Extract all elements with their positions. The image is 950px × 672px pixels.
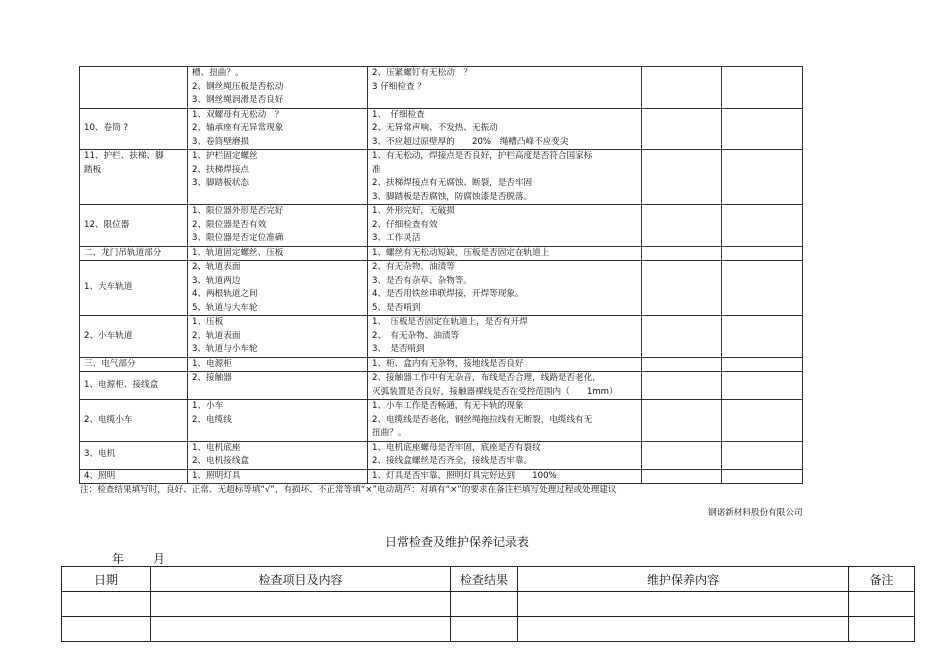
result-cell-line: 准 bbox=[372, 164, 381, 175]
result-mark-cell[interactable] bbox=[642, 67, 722, 109]
content-cell-line: 1、电机底座 bbox=[192, 442, 241, 453]
content-cell bbox=[188, 469, 368, 484]
content-cell-line: 3、轨道两边 bbox=[192, 275, 241, 286]
result-cell bbox=[368, 316, 642, 358]
result-cell bbox=[368, 400, 642, 442]
result-cell-line: 2、无异常声响、不发热、无振动 bbox=[372, 123, 498, 133]
result-cell-line: 2、接线盒螺丝是否齐全，接线是否牢靠。 bbox=[372, 456, 533, 466]
result-cell bbox=[368, 372, 642, 400]
header-date: 日期 bbox=[62, 567, 151, 592]
table-row bbox=[80, 469, 803, 484]
content-cell-line: 1、双螺母有无松动 ？ bbox=[192, 109, 284, 120]
footnote: 注：检查结果填写时，良好、正常、无超标等填“√”，有损坏、不正常等填“×”电动葫芦：对填有“×”的要求在备注栏填写处理过程或处理建议 bbox=[80, 485, 617, 495]
item-label: 3、电机 bbox=[84, 449, 116, 460]
content-cell bbox=[188, 150, 368, 205]
item-cell bbox=[80, 357, 188, 372]
content-cell-line: 1、照明灯具 bbox=[192, 470, 241, 481]
result-mark-cell[interactable] bbox=[642, 246, 722, 261]
content-cell-line: 4、两根轨道之间 bbox=[192, 289, 258, 299]
item-cell bbox=[80, 150, 188, 205]
record-cell[interactable] bbox=[62, 617, 151, 642]
remark-cell[interactable] bbox=[722, 205, 803, 247]
item-cell bbox=[80, 316, 188, 358]
item-line: 11、护栏、扶梯、脚 bbox=[84, 151, 164, 161]
content-cell-line: 槽、扭曲？。 bbox=[192, 68, 244, 78]
table-row bbox=[80, 108, 803, 150]
content-cell-line: 3、卷筒壁磨损 bbox=[192, 136, 250, 147]
record-table bbox=[61, 566, 915, 642]
content-cell-line: 2、轨道表面 bbox=[192, 262, 241, 272]
result-cell-line bbox=[372, 94, 641, 108]
result-cell bbox=[368, 357, 642, 372]
section-row bbox=[80, 246, 803, 261]
item-label: 10、卷筒 ? bbox=[84, 123, 129, 133]
result-mark-cell[interactable] bbox=[642, 205, 722, 247]
record-cell[interactable] bbox=[451, 592, 518, 617]
content-cell-line: 1、轨道固定螺丝、压板 bbox=[192, 247, 284, 258]
result-mark-cell[interactable] bbox=[642, 357, 722, 372]
result-cell-line: 2、接触器工作中有无杂音，布线是否合理，线路是否老化， bbox=[372, 373, 601, 383]
content-cell bbox=[188, 246, 368, 261]
remark-cell[interactable] bbox=[722, 108, 803, 150]
content-cell-line: 1、小车 bbox=[192, 401, 224, 411]
result-cell-line: 2、扶梯焊接点有无腐蚀、断裂，是否牢固 bbox=[372, 178, 533, 188]
remark-cell[interactable] bbox=[722, 67, 803, 109]
result-cell-line: 2、有无杂物、油渍等 bbox=[372, 262, 455, 272]
remark-cell[interactable] bbox=[722, 261, 803, 316]
item-label: 二、龙门吊轨道部分 bbox=[84, 247, 162, 258]
record-cell[interactable] bbox=[849, 592, 915, 617]
content-cell-line: 1、限位器外形是否完好 bbox=[192, 206, 284, 216]
item-label: 三、电气部分 bbox=[84, 358, 136, 369]
month-label: 月 bbox=[153, 552, 166, 566]
table-row bbox=[80, 372, 803, 400]
result-cell-line: 1、灯具是否牢靠，照明灯具完好达到 100% bbox=[372, 470, 557, 481]
item-cell bbox=[80, 246, 188, 261]
record-header-row bbox=[62, 567, 915, 592]
result-cell-line: 3、脚踏板是否腐蚀，防腐蚀漆是否脱落。 bbox=[372, 191, 533, 202]
content-cell bbox=[188, 205, 368, 247]
table-row bbox=[80, 150, 803, 205]
result-cell-line: 3、不应超过原壁厚的 20% 绳槽凸峰不应变尖 bbox=[372, 136, 569, 147]
item-label: 2、小车轨道 bbox=[84, 330, 133, 341]
content-cell-line bbox=[192, 191, 367, 205]
table-row bbox=[80, 205, 803, 247]
remark-cell[interactable] bbox=[722, 441, 803, 469]
record-cell[interactable] bbox=[62, 592, 151, 617]
result-cell-line: 2、压紧螺钉有无松动 ？ bbox=[372, 68, 472, 78]
content-cell bbox=[188, 67, 368, 109]
item-cell bbox=[80, 261, 188, 316]
result-cell-line: 2、 有无杂物、油渍等 bbox=[372, 330, 460, 341]
header-items: 检查项目及内容 bbox=[151, 567, 451, 592]
item-cell bbox=[80, 67, 188, 109]
result-cell-line: 2、电缆线是否老化，钢丝绳拖拉线有无断裂，电缆线有无 bbox=[372, 414, 593, 425]
content-cell-line: 5、轨道与大车轮 bbox=[192, 302, 258, 313]
remark-cell[interactable] bbox=[722, 150, 803, 205]
content-cell-line: 3、钢丝绳润滑是否良好 bbox=[192, 95, 284, 105]
result-cell-line: 1、螺丝有无松动短缺，压板是否固定在轨道上 bbox=[372, 247, 550, 258]
table-row bbox=[80, 316, 803, 358]
content-cell bbox=[188, 441, 368, 469]
record-cell[interactable] bbox=[518, 592, 849, 617]
result-cell-line: 4、是否用铁丝串联焊接，开焊等现象。 bbox=[372, 289, 524, 299]
header-maintenance: 维护保养内容 bbox=[518, 567, 849, 592]
result-mark-cell[interactable] bbox=[642, 441, 722, 469]
remark-cell[interactable] bbox=[722, 372, 803, 400]
year-label: 年 bbox=[112, 552, 125, 566]
content-cell bbox=[188, 357, 368, 372]
content-cell-line: 3、脚踏板状态 bbox=[192, 178, 250, 188]
result-cell-line: 1、外形完好，无破损 bbox=[372, 206, 455, 216]
table-row bbox=[80, 400, 803, 442]
record-cell[interactable] bbox=[151, 617, 451, 642]
item-label: 1、大车轨道 bbox=[84, 282, 133, 293]
remark-cell[interactable] bbox=[722, 469, 803, 484]
item-cell bbox=[80, 469, 188, 484]
content-cell-line: 3、限位器是否定位准确 bbox=[192, 233, 284, 243]
item-label: 4、照明 bbox=[84, 470, 116, 481]
result-cell-line: 1、小车工作是否畅通，有无卡轨的现象 bbox=[372, 401, 524, 411]
result-mark-cell[interactable] bbox=[642, 469, 722, 484]
content-cell-line: 2、接触器 bbox=[192, 373, 232, 383]
result-cell-line: 1、柜、盒内有无杂物，接地线是否良好 bbox=[372, 358, 524, 369]
result-mark-cell[interactable] bbox=[642, 316, 722, 358]
remark-cell[interactable] bbox=[722, 400, 803, 442]
result-cell-line: 3 仔细检查 ？ bbox=[372, 81, 426, 92]
content-cell bbox=[188, 316, 368, 358]
company-name: 钢诺新材料股份有限公司 bbox=[708, 508, 803, 518]
item-cell bbox=[80, 372, 188, 400]
result-cell bbox=[368, 67, 642, 109]
record-cell[interactable] bbox=[849, 617, 915, 642]
result-mark-cell[interactable] bbox=[642, 400, 722, 442]
result-mark-cell[interactable] bbox=[642, 261, 722, 316]
content-cell-line: 2、限位器是否有效 bbox=[192, 219, 267, 230]
content-cell-line: 2、扶梯焊接点 bbox=[192, 164, 250, 175]
content-cell-line: 2、电机接线盒 bbox=[192, 456, 250, 466]
item-label: 12、限位器 bbox=[84, 219, 130, 230]
result-cell-line: 5、是否啃到 bbox=[372, 302, 421, 313]
record-row bbox=[62, 592, 915, 617]
record-title: 日常检查及维护保养记录表 bbox=[385, 535, 530, 549]
item-cell bbox=[80, 400, 188, 442]
result-cell bbox=[368, 469, 642, 484]
result-cell-line: 3、是否有杂草、杂物等。 bbox=[372, 275, 472, 286]
content-cell-line: 1、护栏固定螺丝 bbox=[192, 151, 258, 161]
inspection-table bbox=[79, 66, 803, 484]
content-cell bbox=[188, 400, 368, 442]
result-cell-line: 2、仔细检查有效 bbox=[372, 219, 438, 230]
content-cell-line bbox=[192, 427, 367, 441]
result-cell-line: 1、有无松动，焊接点是否良好，护栏高度是否符合国家标 bbox=[372, 151, 593, 161]
result-cell bbox=[368, 261, 642, 316]
item-cell bbox=[80, 441, 188, 469]
content-cell bbox=[188, 108, 368, 150]
result-mark-cell[interactable] bbox=[642, 108, 722, 150]
content-cell-line bbox=[192, 386, 367, 400]
content-cell bbox=[188, 372, 368, 400]
content-cell-line: 2、轴承座有无异常现象 bbox=[192, 123, 284, 133]
remark-cell[interactable] bbox=[722, 357, 803, 372]
result-cell-line: 灭弧装置是否良好，接触器裸线是否在受控范围内（ 1mm） bbox=[372, 386, 618, 397]
content-cell-line: 1、电源柜 bbox=[192, 358, 232, 369]
result-cell-line: 3、工作灵活 bbox=[372, 233, 421, 243]
remark-cell[interactable] bbox=[722, 316, 803, 358]
item-cell bbox=[80, 108, 188, 150]
header-remarks: 备注 bbox=[849, 567, 915, 592]
item-cell bbox=[80, 205, 188, 247]
record-cell[interactable] bbox=[151, 592, 451, 617]
section-row bbox=[80, 357, 803, 372]
record-cell[interactable] bbox=[518, 617, 849, 642]
result-cell-line: 扭曲？。 bbox=[372, 428, 407, 438]
item-label: 1、电源柜、接线盒 bbox=[84, 379, 159, 390]
header-result: 检查结果 bbox=[451, 567, 518, 592]
content-cell-line: 2、电缆线 bbox=[192, 414, 232, 425]
result-cell bbox=[368, 246, 642, 261]
result-cell-line: 1、 压板是否固定在轨道上，是否有开焊 bbox=[372, 317, 528, 327]
result-mark-cell[interactable] bbox=[642, 372, 722, 400]
content-cell-line: 1、压板 bbox=[192, 317, 224, 327]
record-row bbox=[62, 617, 915, 642]
content-cell-line: 2、轨道表面 bbox=[192, 330, 241, 341]
item-line: 踏板 bbox=[84, 164, 102, 175]
content-cell bbox=[188, 261, 368, 316]
remark-cell[interactable] bbox=[722, 246, 803, 261]
record-cell[interactable] bbox=[451, 617, 518, 642]
result-mark-cell[interactable] bbox=[642, 150, 722, 205]
content-cell-line: 2、钢丝绳压板是否松动 bbox=[192, 81, 284, 92]
table-row bbox=[80, 67, 803, 109]
result-cell-line: 1、电机底座螺母是否牢固，底座是否有裂纹 bbox=[372, 442, 541, 453]
content-cell-line: 3、轨道与小车轮 bbox=[192, 344, 258, 354]
result-cell bbox=[368, 205, 642, 247]
table-row bbox=[80, 261, 803, 316]
result-cell bbox=[368, 108, 642, 150]
result-cell-line: 3、 是否啃到 bbox=[372, 344, 425, 354]
table-row bbox=[80, 441, 803, 469]
result-cell bbox=[368, 441, 642, 469]
result-cell-line: 1、 仔细检查 bbox=[372, 109, 425, 120]
item-label: 2、电缆小车 bbox=[84, 414, 133, 425]
result-cell bbox=[368, 150, 642, 205]
